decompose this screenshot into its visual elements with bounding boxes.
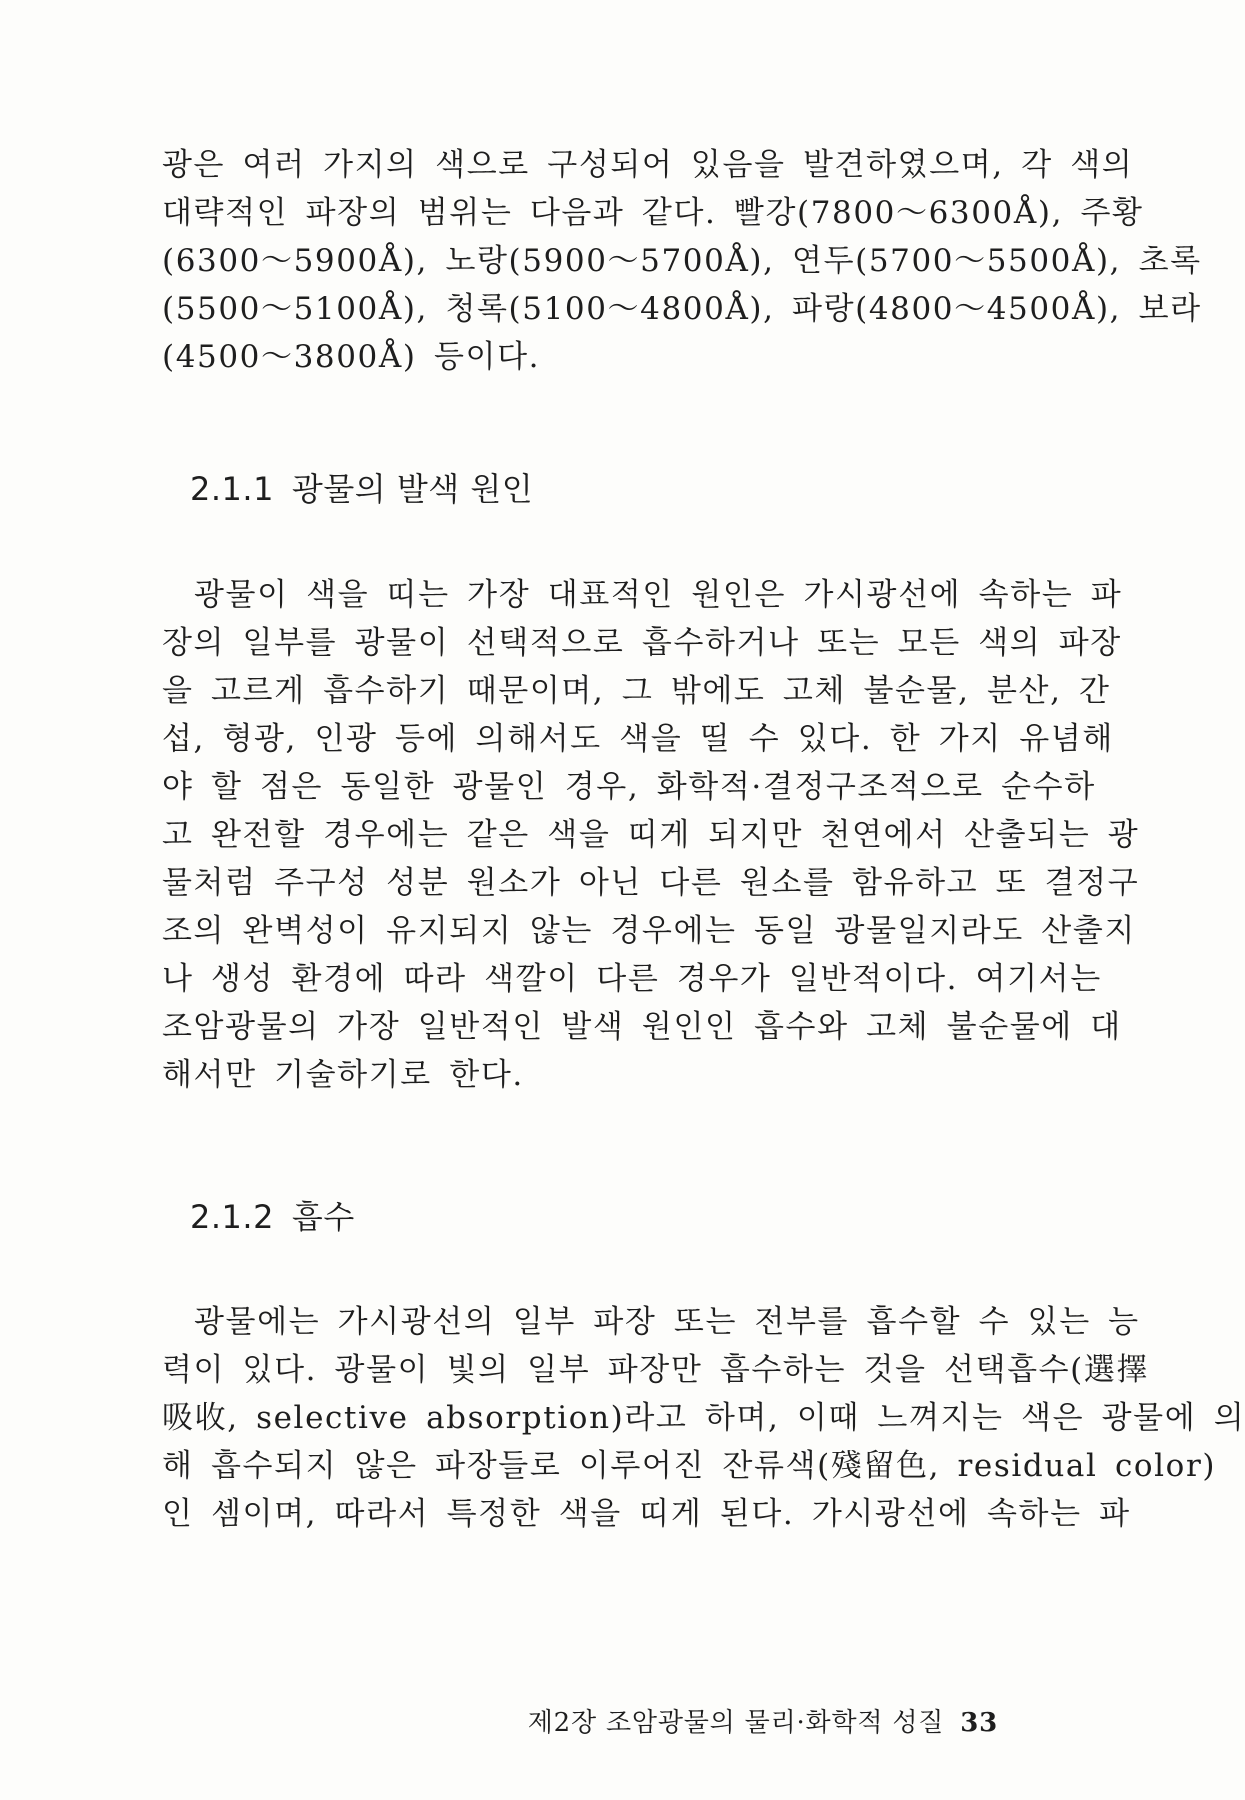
section-2-paragraph xyxy=(162,1298,1245,1538)
section-heading-2-1-2 xyxy=(190,1192,355,1238)
paragraph-line: 력이 있다. 광물이 빛의 일부 파장만 흡수하는 것을 선택흡수(選擇 xyxy=(162,1352,1150,1388)
section-heading-2-1-1 xyxy=(190,464,533,510)
paragraph-line: 물처럼 주구성 성분 원소가 아닌 다른 원소를 함유하고 또 결정구 xyxy=(162,865,1140,901)
paragraph-line: (4500～3800Å) 등이다. xyxy=(162,339,541,375)
paragraph-line: 해서만 기술하기로 한다. xyxy=(162,1057,524,1093)
paragraph-line: 조의 완벽성이 유지되지 않는 경우에는 동일 광물일지라도 산출지 xyxy=(162,913,1136,949)
paragraph-line: 야 할 점은 동일한 광물인 경우, 화학적·결정구조적으로 순수하 xyxy=(162,769,1096,805)
paragraph-line: 조암광물의 가장 일반적인 발색 원인인 흡수와 고체 불순물에 대 xyxy=(162,1009,1122,1045)
paragraph-line: 해 흡수되지 않은 파장들로 이루어진 잔류색(殘留色, residual color) xyxy=(162,1448,1217,1484)
intro-paragraph xyxy=(162,141,1202,381)
section-number: 2.1.2 xyxy=(190,1198,274,1236)
paragraph-line: 吸收, selective absorption)라고 하며, 이때 느껴지는 색은 광물에 의 xyxy=(162,1400,1245,1436)
section-1-paragraph xyxy=(162,571,1140,1099)
paragraph-line: 을 고르게 흡수하기 때문이며, 그 밖에도 고체 불순물, 분산, 간 xyxy=(162,673,1111,709)
chapter-title: 제2장 조암광물의 물리·화학적 성질 xyxy=(527,1708,945,1738)
paragraph-line: 인 셈이며, 따라서 특정한 색을 띠게 된다. 가시광선에 속하는 파 xyxy=(162,1496,1131,1532)
page-footer xyxy=(528,1702,998,1739)
paragraph-line: 섭, 형광, 인광 등에 의해서도 색을 띨 수 있다. 한 가지 유념해 xyxy=(162,721,1114,757)
section-title: 광물의 발색 원인 xyxy=(291,470,534,508)
paragraph-line: 광물에는 가시광선의 일부 파장 또는 전부를 흡수할 수 있는 능 xyxy=(194,1304,1140,1340)
paragraph-line: (5500～5100Å), 청록(5100～4800Å), 파랑(4800～4500Å), 보라 xyxy=(162,291,1202,327)
paragraph-line: 고 완전할 경우에는 같은 색을 띠게 되지만 천연에서 산출되는 광 xyxy=(162,817,1140,853)
page-number: 33 xyxy=(960,1708,998,1738)
paragraph-line: (6300～5900Å), 노랑(5900～5700Å), 연두(5700～5500Å), 초록 xyxy=(162,243,1202,279)
paragraph-line: 대략적인 파장의 범위는 다음과 같다. 빨강(7800～6300Å), 주황 xyxy=(162,195,1144,231)
section-title: 흡수 xyxy=(291,1198,355,1236)
paragraph-line: 광은 여러 가지의 색으로 구성되어 있음을 발견하였으며, 각 색의 xyxy=(162,147,1134,183)
paragraph-line: 나 생성 환경에 따라 색깔이 다른 경우가 일반적이다. 여기서는 xyxy=(162,961,1102,997)
paragraph-line: 장의 일부를 광물이 선택적으로 흡수하거나 또는 모든 색의 파장 xyxy=(162,625,1122,661)
section-number: 2.1.1 xyxy=(190,470,274,508)
paragraph-line: 광물이 색을 띠는 가장 대표적인 원인은 가시광선에 속하는 파 xyxy=(194,577,1123,613)
